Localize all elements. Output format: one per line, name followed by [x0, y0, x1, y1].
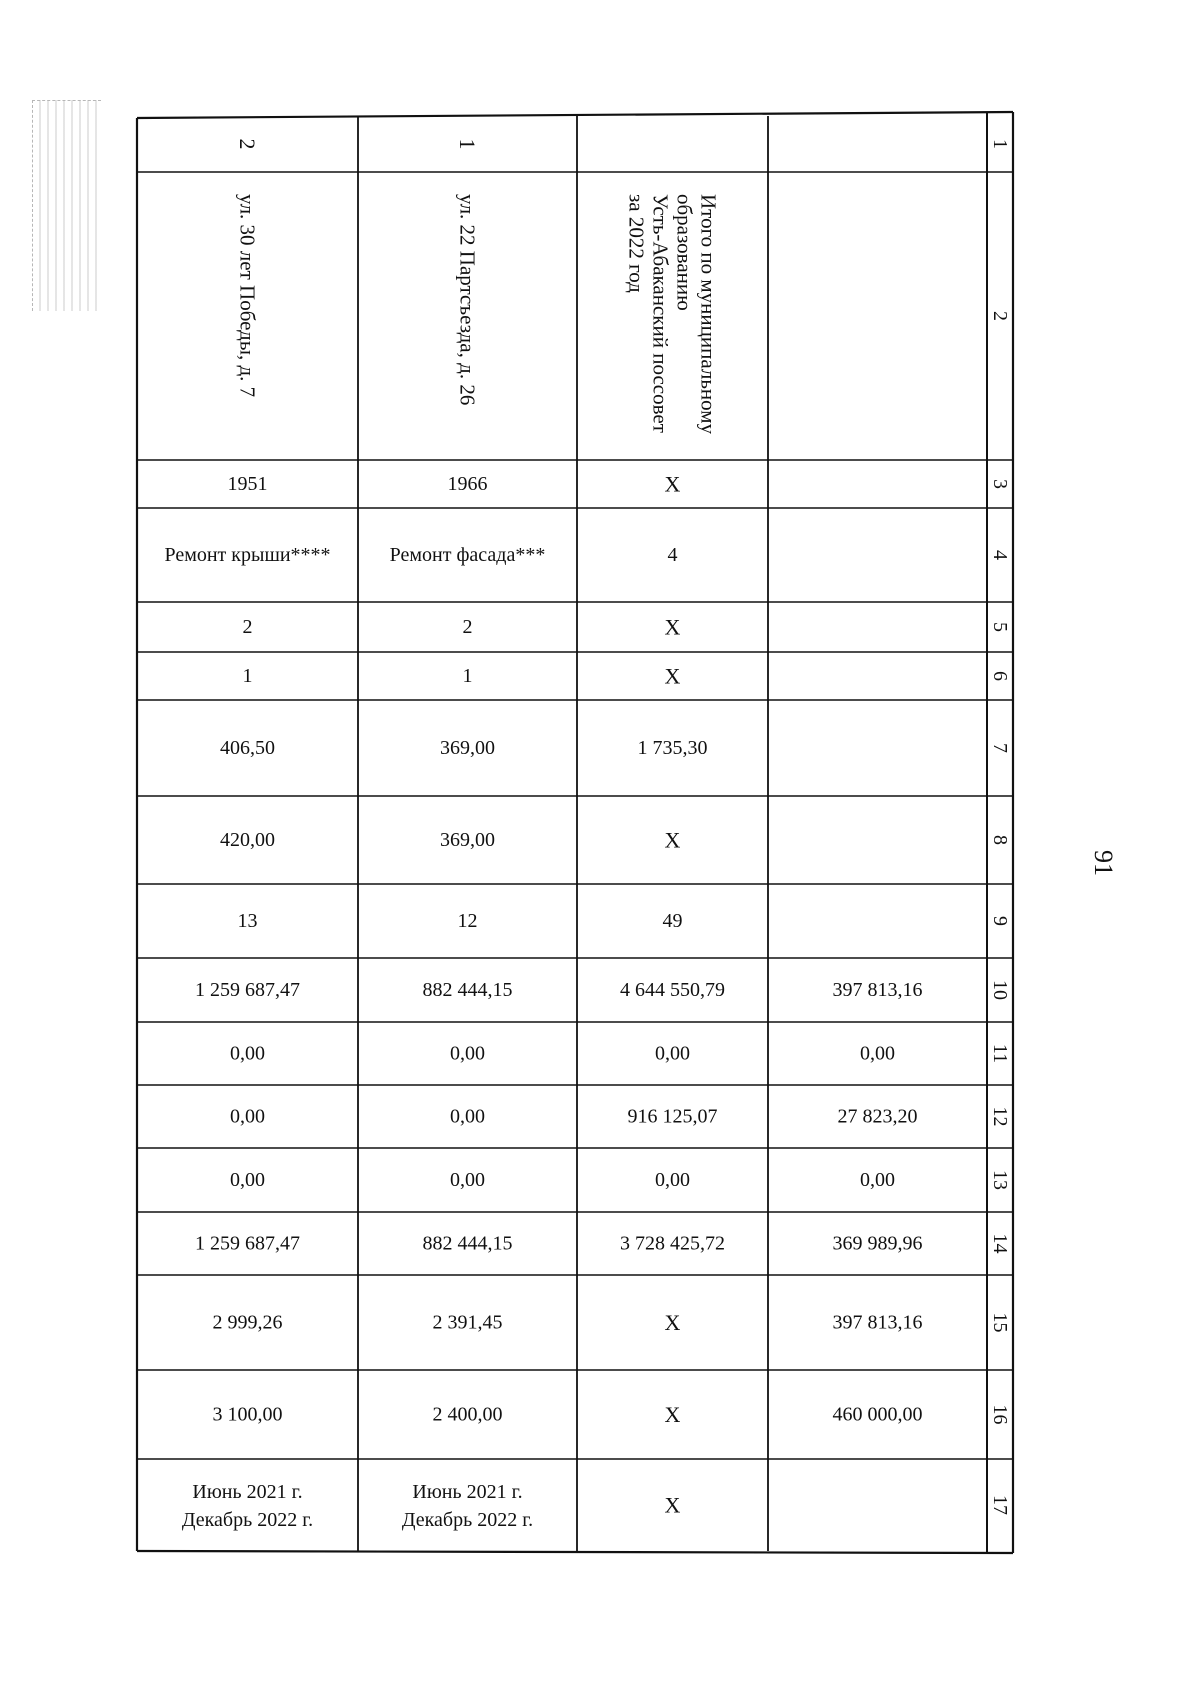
table-cell: 27 823,20: [837, 1105, 918, 1128]
table-cell: Х: [664, 1402, 681, 1427]
column-number: 17: [989, 1495, 1011, 1515]
text-line: ул. 22 Партсъезда, д. 26: [455, 194, 480, 406]
table-cell: 369 989,96: [832, 1232, 923, 1255]
table-cell: Х: [664, 827, 681, 853]
table-cell: 2 999,26: [212, 1311, 283, 1334]
table-cell: 0,00: [655, 1169, 690, 1191]
table-cell: 369,00: [440, 737, 495, 759]
column-number: 16: [989, 1404, 1011, 1425]
column-number: 1: [989, 139, 1011, 149]
table-cell: 2: [242, 616, 253, 638]
table-cell: 2 400,00: [432, 1403, 503, 1426]
text-line: образованию: [672, 194, 697, 311]
table-cell: 1951: [227, 473, 268, 495]
table-border-bottom: [137, 1551, 1013, 1553]
table-cell: 0,00: [230, 1105, 265, 1128]
address-cell: [236, 194, 260, 397]
text-line: Усть-Абаканский поссовет: [648, 194, 673, 433]
column-number: 11: [989, 1043, 1011, 1064]
table-cell: Х: [664, 1310, 681, 1335]
table-cell: Ремонт фасада***: [389, 544, 546, 566]
column-number: 10: [989, 980, 1011, 1000]
table-cell: 0,00: [450, 1042, 485, 1065]
table-cell: 0,00: [450, 1169, 485, 1191]
table-cell: 13: [237, 910, 258, 932]
table-cell: 3 100,00: [212, 1403, 283, 1426]
table-cell: 0,00: [230, 1169, 265, 1191]
column-number: 8: [989, 835, 1011, 845]
table-cell: 397 813,16: [832, 1311, 923, 1334]
table-cell: 12: [457, 910, 478, 932]
table-cell: 1: [242, 665, 253, 687]
table-cell: 0,00: [230, 1042, 265, 1065]
table-cell: 4 644 550,79: [620, 979, 725, 1001]
column-number: 9: [989, 916, 1011, 926]
text-line: Декабрь 2022 г.: [401, 1509, 534, 1531]
table-cell: 406,50: [220, 737, 275, 759]
column-number: 7: [989, 743, 1011, 753]
table-cell: Х: [664, 614, 681, 640]
table-cell: 397 813,16: [832, 979, 923, 1001]
column-number: 4: [989, 550, 1011, 560]
text-line: ул. 30 лет Победы, д. 7: [235, 194, 260, 398]
column-number: 15: [989, 1312, 1011, 1333]
table-cell: 0,00: [655, 1042, 690, 1065]
table-cell: Х: [664, 663, 681, 689]
table-border-top: [137, 112, 1013, 118]
table-cell: 2: [462, 616, 473, 638]
table-cell: 2 391,45: [432, 1311, 503, 1334]
period-cell: [182, 1481, 313, 1531]
table-cell: 0,00: [450, 1105, 485, 1128]
table-cell: 4: [667, 544, 678, 566]
table-cell: Х: [664, 471, 681, 497]
table-cell: 420,00: [220, 829, 275, 851]
table-cell: Ремонт крыши****: [164, 544, 331, 566]
table-cell: 1 259 687,47: [195, 1232, 300, 1255]
column-number: 5: [989, 622, 1011, 632]
table-cell: 916 125,07: [627, 1105, 718, 1128]
row-serial-number: 2: [235, 138, 260, 150]
table-cell: 460 000,00: [832, 1403, 923, 1426]
text-line: за 2022 год: [624, 194, 649, 293]
table-cell: 1 735,30: [637, 737, 708, 759]
table-cell: 882 444,15: [422, 979, 513, 1001]
column-number: 14: [989, 1233, 1011, 1254]
table-cell: 0,00: [860, 1169, 895, 1191]
table-cell: 1: [462, 665, 473, 687]
text-line: Декабрь 2022 г.: [181, 1509, 314, 1531]
table-cell: 0,00: [860, 1042, 895, 1065]
table-cell: 369,00: [440, 829, 495, 851]
column-number: 12: [989, 1106, 1011, 1127]
page-number: 91: [1089, 850, 1118, 876]
text-line: Итого по муниципальному: [696, 194, 721, 435]
table-cell: 49: [662, 910, 683, 932]
column-number: 2: [989, 311, 1011, 321]
total-title: [625, 194, 721, 435]
table-cell: 1 259 687,47: [195, 979, 300, 1001]
column-number: 3: [989, 479, 1011, 489]
text-line: Июнь 2021 г.: [192, 1481, 303, 1503]
table-cell: Х: [664, 1492, 681, 1518]
row-serial-number: 1: [455, 138, 480, 150]
table-cell: 882 444,15: [422, 1232, 513, 1255]
column-number: 13: [989, 1170, 1011, 1190]
table-cell: 1966: [447, 473, 488, 495]
table-cell: 3 728 425,72: [620, 1232, 725, 1255]
address-cell: [456, 194, 480, 405]
text-line: Июнь 2021 г.: [412, 1481, 523, 1503]
period-cell: [402, 1481, 533, 1531]
column-number: 6: [989, 671, 1011, 681]
